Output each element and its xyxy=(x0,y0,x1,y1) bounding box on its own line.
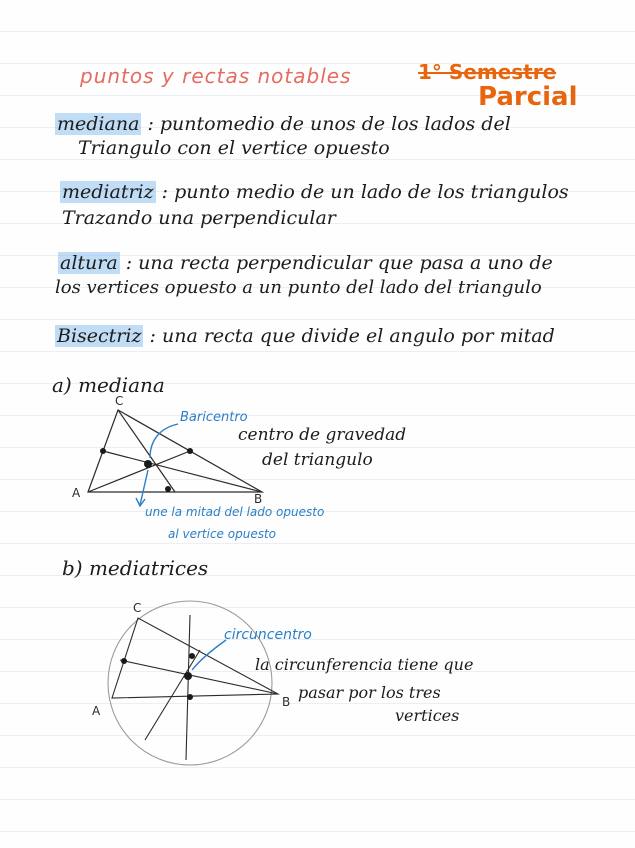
midpoint-bc xyxy=(187,448,193,454)
mediatrix-midpoint-3 xyxy=(187,694,193,700)
arrow-to-baricentro xyxy=(150,424,178,458)
vertex-a-a: A xyxy=(72,486,81,500)
median-a xyxy=(88,451,190,492)
vertex-b-a: B xyxy=(254,492,263,506)
mediatrix-1 xyxy=(186,615,190,760)
vertex-c-b: C xyxy=(133,601,142,615)
vertex-c-a: C xyxy=(115,394,124,408)
term-bisectriz: Bisectriz xyxy=(57,325,142,347)
section-b-title: b) mediatrices xyxy=(62,556,209,580)
baricentro-label: Baricentro xyxy=(180,410,248,425)
mediatrix-midpoint-1 xyxy=(121,658,127,664)
semester-label: 1° Semestre xyxy=(418,60,557,84)
circumcenter-point xyxy=(184,672,192,680)
note-b-line2: pasar por los tres xyxy=(298,683,441,702)
definition-bisectriz: Bisectriz : una recta que divide el angulo por mitad xyxy=(57,325,555,347)
section-a-title: a) mediana xyxy=(52,373,165,397)
definition-altura-cont: los vertices opuesto a un punto del lado del triangulo xyxy=(55,277,542,298)
median-b xyxy=(103,451,262,492)
note-a-line1: centro de gravedad xyxy=(238,425,407,445)
note-b-line3: vertices xyxy=(395,706,460,725)
vertex-a-b: A xyxy=(92,704,101,718)
mediatrix-figure xyxy=(108,601,278,765)
note-b-line1: la circunferencia tiene que xyxy=(255,655,474,674)
mediatrix-midpoint-2 xyxy=(189,653,195,659)
circuncentro-label: circuncentro xyxy=(224,627,312,643)
definition-mediana-cont: Triangulo con el vertice opuesto xyxy=(78,137,390,159)
vertex-b-b: B xyxy=(282,695,291,709)
midpoint-ac xyxy=(100,448,106,454)
midpoint-ab xyxy=(165,486,171,492)
centroid-point xyxy=(144,460,152,468)
term-mediana: mediana xyxy=(57,113,140,135)
blue-note-a-line1: une la mitad del lado opuesto xyxy=(145,505,325,519)
definition-mediana: mediana : puntomedio de unos de los lados del xyxy=(57,113,511,135)
parcial-label: Parcial xyxy=(478,82,578,112)
page-title: puntos y rectas notables xyxy=(80,64,352,88)
note-a-line2: del triangulo xyxy=(262,450,373,470)
definition-altura: altura : una recta perpendicular que pasa a uno de xyxy=(60,252,553,274)
blue-note-a-line2: al vertice opuesto xyxy=(168,527,276,541)
definition-mediatriz: mediatriz : punto medio de un lado de los triangulos xyxy=(62,181,569,203)
definition-mediatriz-cont: Trazando una perpendicular xyxy=(62,207,336,229)
term-altura: altura xyxy=(60,252,118,274)
term-mediatriz: mediatriz xyxy=(62,181,154,203)
